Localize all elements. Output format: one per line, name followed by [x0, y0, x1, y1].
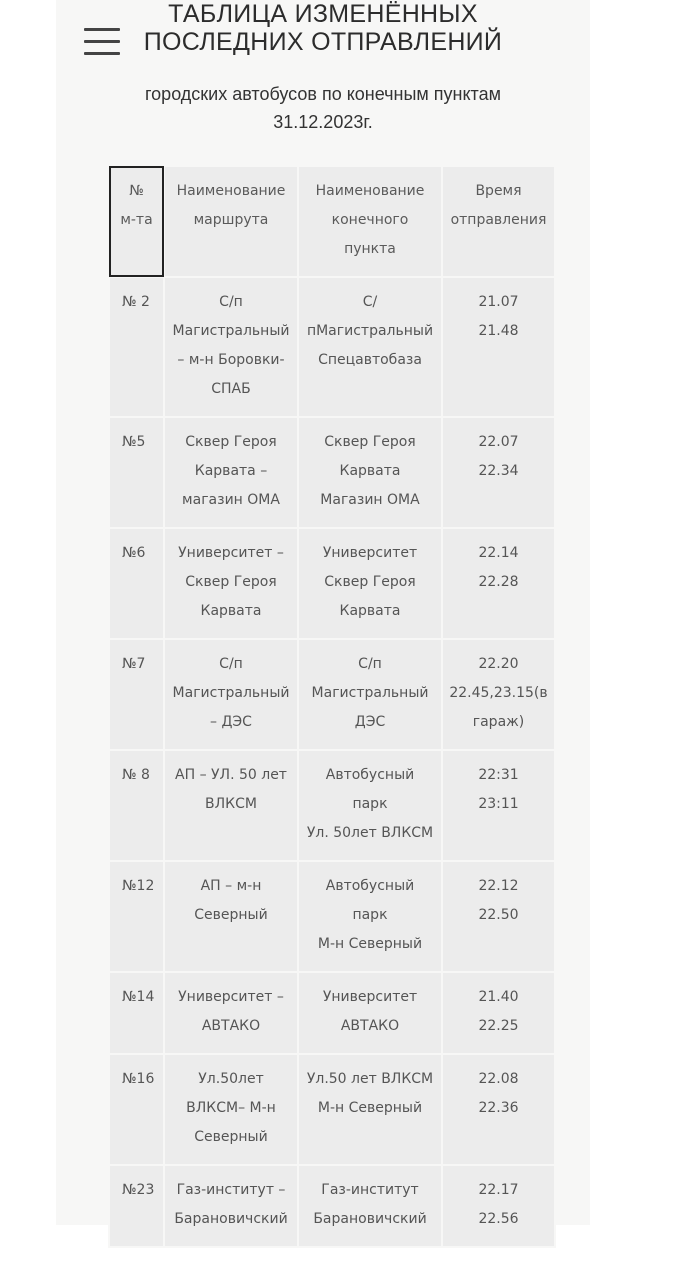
table-row [109, 972, 555, 1054]
table-row [109, 417, 555, 528]
departure-time-cell: 22.12 22.50 [442, 861, 555, 972]
route-number-cell: №6 [109, 528, 164, 639]
departure-time-cell: 22:31 23:11 [442, 750, 555, 861]
route-number-cell: № 8 [109, 750, 164, 861]
route-number-cell: №16 [109, 1054, 164, 1165]
terminal-cell: Газ-институт Барановичский [298, 1165, 442, 1247]
table-header-row [109, 166, 555, 277]
page-title-line-1: ТАБЛИЦА ИЗМЕНЁННЫХ [168, 0, 478, 28]
route-name-cell: С/п Магистральный – ДЭС [164, 639, 298, 750]
page-title-line-2: ПОСЛЕДНИХ ОТПРАВЛЕНИЙ [143, 28, 503, 56]
departure-time-cell: 21.07 21.48 [442, 277, 555, 417]
terminal-cell: Автобусный парк М-н Северный [298, 861, 442, 972]
route-number-cell: №14 [109, 972, 164, 1054]
terminal-cell: Сквер Героя Карвата Магазин ОМА [298, 417, 442, 528]
page-subtitle [100, 80, 546, 136]
menu-bar [84, 52, 120, 55]
table-row [109, 277, 555, 417]
route-name-cell: АП – УЛ. 50 лет ВЛКСМ [164, 750, 298, 861]
terminal-cell: Университет АВТАКО [298, 972, 442, 1054]
terminal-cell: Автобусный парк Ул. 50лет ВЛКСМ [298, 750, 442, 861]
hamburger-menu-icon[interactable] [84, 28, 120, 56]
subtitle-line-1: городских автобусов по конечным пунктам [145, 84, 501, 104]
departure-time-cell: 21.40 22.25 [442, 972, 555, 1054]
route-number-cell: №12 [109, 861, 164, 972]
table-row [109, 861, 555, 972]
header-departure-time: Время отправления [442, 166, 555, 277]
departure-time-cell: 22.14 22.28 [442, 528, 555, 639]
terminal-cell: Университет Сквер Героя Карвата [298, 528, 442, 639]
subtitle-date: 31.12.2023г. [273, 112, 373, 132]
table-row [109, 1165, 555, 1247]
page-title [140, 0, 506, 56]
table-row [109, 639, 555, 750]
menu-bar [84, 28, 120, 31]
route-number-cell: №7 [109, 639, 164, 750]
header-terminal-name: Наименование конечного пункта [298, 166, 442, 277]
terminal-cell: С/п Магистральный ДЭС [298, 639, 442, 750]
route-name-cell: Газ-институт – Барановичский [164, 1165, 298, 1247]
header-route-name: Наименование маршрута [164, 166, 298, 277]
departure-time-cell: 22.08 22.36 [442, 1054, 555, 1165]
route-name-cell: С/п Магистральный – м-н Боровки- СПАБ [164, 277, 298, 417]
route-name-cell: Университет – АВТАКО [164, 972, 298, 1054]
table-row [109, 528, 555, 639]
route-name-cell: Университет – Сквер Героя Карвата [164, 528, 298, 639]
header-route-number[interactable]: № м-та [109, 166, 164, 277]
route-name-cell: Сквер Героя Карвата – магазин ОМА [164, 417, 298, 528]
table-row [109, 750, 555, 861]
route-number-cell: №23 [109, 1165, 164, 1247]
route-number-cell: №5 [109, 417, 164, 528]
departure-time-cell: 22.17 22.56 [442, 1165, 555, 1247]
departure-time-cell: 22.07 22.34 [442, 417, 555, 528]
route-name-cell: Ул.50лет ВЛКСМ– М-н Северный [164, 1054, 298, 1165]
terminal-cell: С/ пМагистральный Спецавтобаза [298, 277, 442, 417]
route-name-cell: АП – м-н Северный [164, 861, 298, 972]
table-row [109, 1054, 555, 1165]
menu-bar [84, 40, 120, 43]
departure-time-cell: 22.20 22.45,23.15(в гараж) [442, 639, 555, 750]
departures-table [108, 165, 556, 1248]
terminal-cell: Ул.50 лет ВЛКСМ М-н Северный [298, 1054, 442, 1165]
route-number-cell: № 2 [109, 277, 164, 417]
